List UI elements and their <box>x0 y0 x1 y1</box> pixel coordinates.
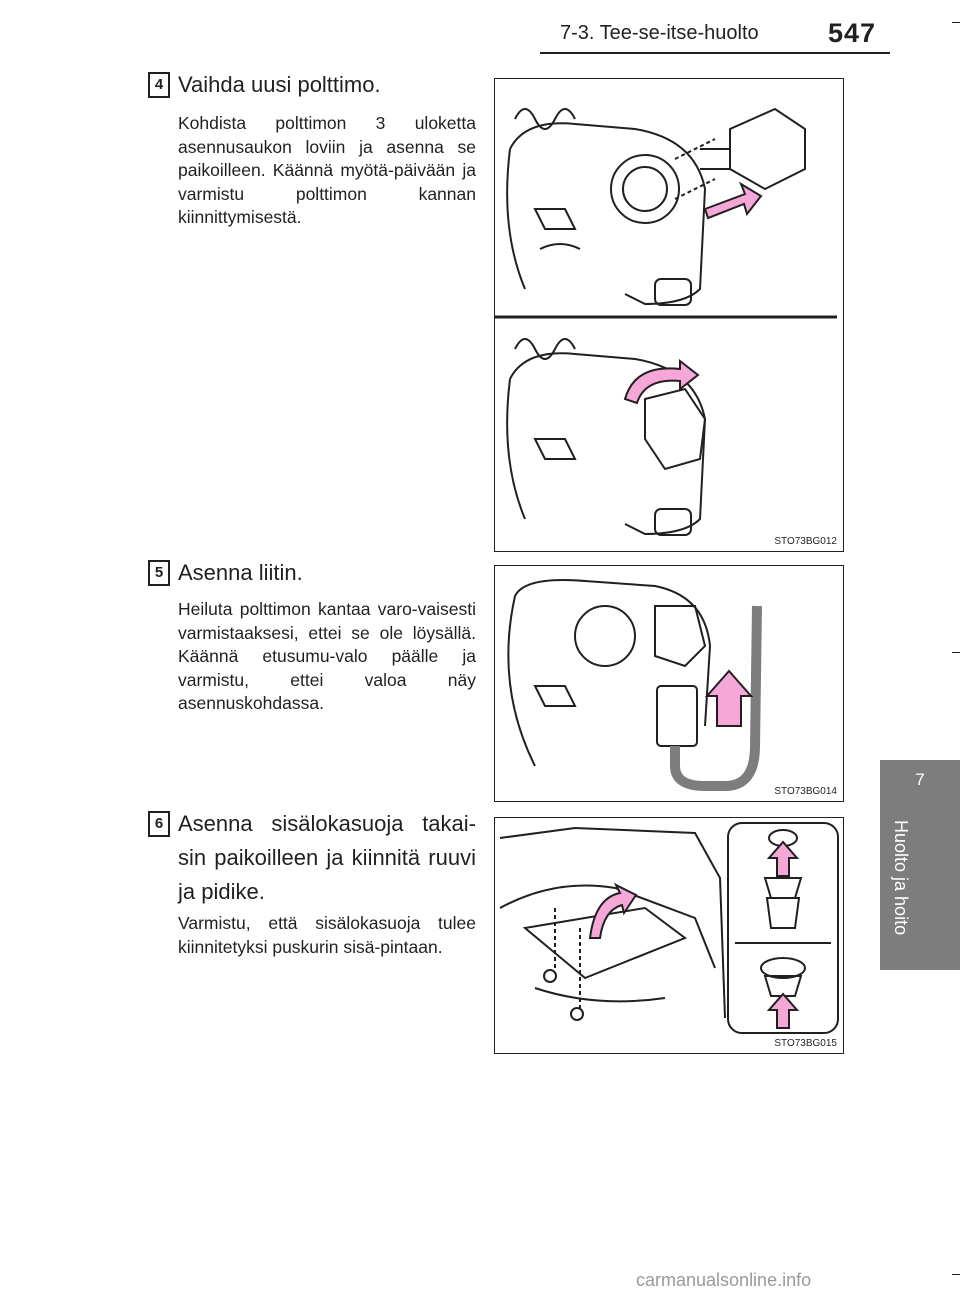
up-arrow-icon <box>769 842 797 876</box>
bulb-install-illustration <box>495 79 843 551</box>
watermark: carmanualsonline.info <box>636 1270 812 1290</box>
step-title: Asenna liitin. <box>178 560 303 585</box>
up-arrow-icon <box>769 994 797 1028</box>
step-number-badge: 5 <box>148 560 170 586</box>
step-body: Varmistu, että sisälokasuoja tulee kiinnitetyksi puskurin sisä-pintaan. <box>178 913 476 957</box>
fender-liner-figure <box>494 817 844 1054</box>
step-title: Vaihda uusi polttimo. <box>178 72 381 97</box>
margin-tick <box>952 22 960 23</box>
figure-code: STO73BG012 <box>774 536 837 547</box>
step-number-badge: 4 <box>148 72 170 98</box>
step-body: Kohdista polttimon 3 uloketta asennusaukon loviin ja asenna se paikoilleen. Käännä myötä-päivään ja varmistu polttimon kannan kiinnittymisestä. <box>178 113 476 227</box>
chapter-title: Huolto ja hoito <box>891 820 911 936</box>
section-title: 7-3. Tee-se-itse-huolto <box>560 22 759 44</box>
bulb-install-figure <box>494 78 844 552</box>
margin-tick <box>952 1274 960 1275</box>
figure-code: STO73BG014 <box>774 786 837 797</box>
figure-code: STO73BG015 <box>774 1038 837 1049</box>
header-rule <box>540 52 890 54</box>
step-body: Heiluta polttimon kantaa varo-vaisesti varmistaaksesi, ettei se ole löysällä. Käännä etusumu-valo päälle ja varmistu, ettei valoa näy asennuskohdassa. <box>178 599 476 713</box>
push-arrow-icon <box>705 184 761 218</box>
connector-illustration <box>495 566 843 801</box>
fender-liner-illustration <box>495 818 843 1053</box>
step-title: Asenna sisälokasuoja takai-sin paikoilleen ja kiinnitä ruuvi ja pidike. <box>178 811 476 904</box>
connector-figure <box>494 565 844 802</box>
chapter-number: 7 <box>915 770 925 789</box>
up-arrow-icon <box>707 671 751 726</box>
step-number-badge: 6 <box>148 811 170 837</box>
margin-tick <box>952 652 960 653</box>
page-number: 547 <box>828 18 877 48</box>
